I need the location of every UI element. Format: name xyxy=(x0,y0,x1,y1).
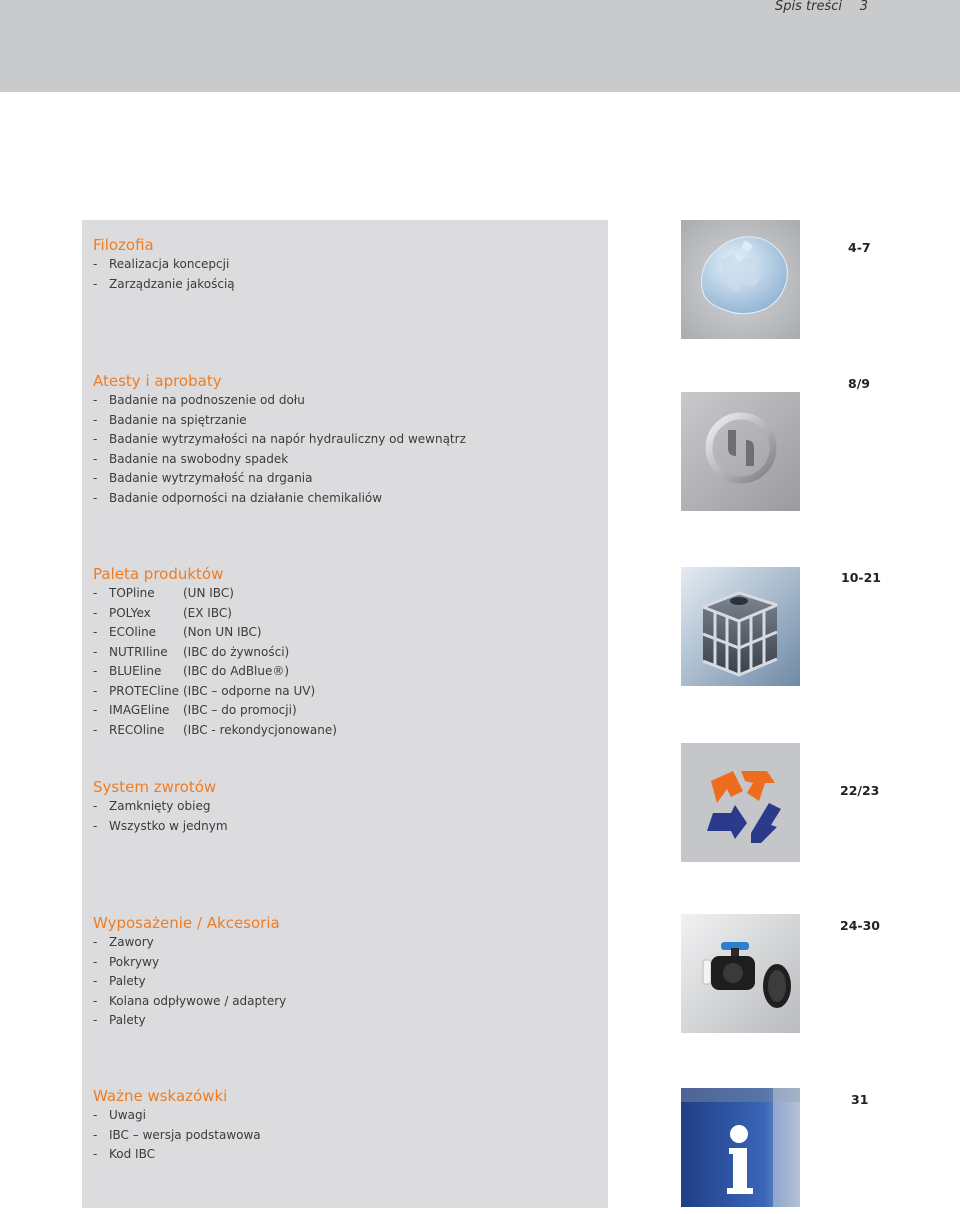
ibc-container-icon xyxy=(681,567,800,686)
section-title[interactable]: Atesty i aprobaty xyxy=(93,372,222,390)
list-item: - PROTECline (IBC – odporne na UV) xyxy=(93,683,316,698)
section-title[interactable]: Filozofia xyxy=(93,236,154,254)
europe-map-icon xyxy=(681,220,800,339)
list-item: - Kolana odpływowe / adaptery xyxy=(93,993,287,1008)
recycle-icon xyxy=(681,743,800,862)
page-number[interactable]: 4-7 xyxy=(848,240,871,255)
section-wyposazenie xyxy=(93,913,286,1031)
section-list xyxy=(93,1106,261,1165)
section-title[interactable]: Wyposażenie / Akcesoria xyxy=(93,914,280,932)
list-item: - Badanie na swobodny spadek xyxy=(93,451,289,466)
section-paleta xyxy=(93,564,337,740)
list-item: - NUTRIline (IBC do żywności) xyxy=(93,644,290,659)
top-bar xyxy=(0,0,960,92)
list-item: - Pokrywy xyxy=(93,954,160,969)
list-item: - Badanie na spiętrzanie xyxy=(93,412,247,427)
page-number[interactable]: 24-30 xyxy=(840,918,880,933)
list-item: - Realizacja koncepcji xyxy=(93,257,230,271)
list-item: - Zarządzanie jakością xyxy=(93,276,235,291)
section-list xyxy=(93,584,337,740)
section-title[interactable]: Paleta produktów xyxy=(93,565,224,583)
list-item: - Wszystko w jednym xyxy=(93,818,228,833)
page-number[interactable]: 22/23 xyxy=(840,783,880,798)
section-list xyxy=(93,797,228,836)
section-list xyxy=(93,255,235,294)
list-item: - Badanie na podnoszenie od dołu xyxy=(93,393,305,407)
header-label: Spis treści xyxy=(775,0,842,14)
list-item: - RECOline (IBC - rekondycjonowane) xyxy=(93,722,337,737)
section-system-zwrotow xyxy=(93,777,228,836)
list-item: - Kod IBC xyxy=(93,1147,155,1161)
list-item: - Badanie wytrzymałość na drgania xyxy=(93,471,313,485)
list-item: - Palety xyxy=(93,1013,146,1027)
valve-accessory-icon xyxy=(681,914,800,1033)
page-number[interactable]: 8/9 xyxy=(848,376,870,391)
page-number[interactable]: 10-21 xyxy=(841,570,881,585)
page-number[interactable]: 31 xyxy=(851,1092,869,1107)
section-list xyxy=(93,391,466,508)
list-item: - ECOline (Non UN IBC) xyxy=(93,625,262,639)
section-wazne-wskazowki xyxy=(93,1086,261,1165)
list-item: - BLUEline (IBC do AdBlue®) xyxy=(93,664,290,678)
section-title[interactable]: Ważne wskazówki xyxy=(93,1087,228,1105)
list-item: - Badanie wytrzymałości na napór hydrauliczny od wewnątrz xyxy=(93,432,466,446)
list-item: - TOPline (UN IBC) xyxy=(93,586,234,600)
header-page-number: 3 xyxy=(859,0,868,14)
list-item: - POLYex (EX IBC) xyxy=(93,605,232,620)
list-item: - Badanie odporności na działanie chemikaliów xyxy=(93,490,383,505)
section-filozofia xyxy=(93,235,235,294)
section-atesty xyxy=(93,371,466,508)
un-logo-icon xyxy=(681,392,800,511)
list-item: - IMAGEline (IBC – do promocji) xyxy=(93,703,297,717)
section-title[interactable]: System zwrotów xyxy=(93,778,217,796)
list-item: - Zawory xyxy=(93,935,154,949)
list-item: - Uwagi xyxy=(93,1108,146,1122)
list-item: - Zamknięty obieg xyxy=(93,799,211,813)
section-list xyxy=(93,933,286,1031)
info-sign-icon xyxy=(681,1088,800,1207)
list-item: - Palety xyxy=(93,974,146,988)
list-item: - IBC – wersja podstawowa xyxy=(93,1127,261,1142)
